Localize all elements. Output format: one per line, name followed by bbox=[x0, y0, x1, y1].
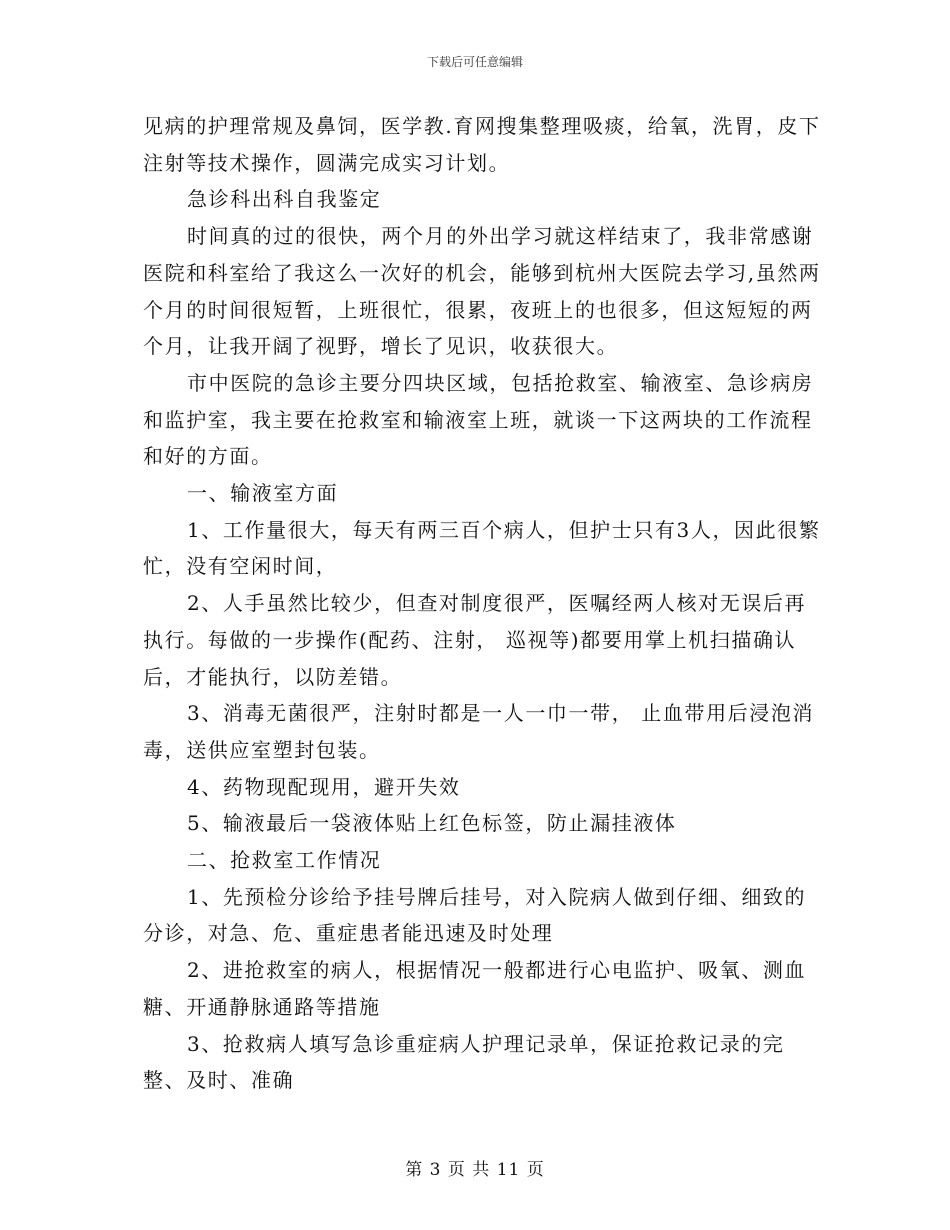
paragraph: 时间真的过的很快，两个月的外出学习就这样结束了，我非常感谢医院和科室给了我这么一次好的机会，能够到杭州大医院去学习,虽然两个月的时间很短暂，上班很忙，很累，夜班上的也很多，但这短短的两个月，让我开阔了视野，增长了见识，收获很大。 bbox=[143, 224, 821, 359]
list-item: 2、进抢救室的病人，根据情况一般都进行心电监护、吸氧、测血糖、开通静脉通路等措施 bbox=[143, 958, 807, 1019]
document-body bbox=[143, 108, 823, 1099]
list-item: 5、输液最后一袋液体贴上红色标签，防止漏挂液体 bbox=[187, 811, 677, 836]
section-heading: 二、抢救室工作情况 bbox=[187, 848, 382, 873]
list-item: 1、工作量很大，每天有两三百个病人，但护士只有3人，因此很繁忙，没有空闲时间， bbox=[143, 517, 821, 579]
list-item: 3、抢救病人填写急诊重症病人护理记录单，保证抢救记录的完整、及时、准确 bbox=[143, 1031, 785, 1093]
section-title: 急诊科出科自我鉴定 bbox=[187, 187, 382, 212]
page-header: 下载后可任意编辑 bbox=[426, 55, 523, 69]
section-heading: 一、输液室方面 bbox=[187, 481, 339, 506]
paragraph: 见病的护理常规及鼻饲，医学教.育网搜集整理吸痰，给氧，洗胃，皮下注射等技术操作，圆满完成实习计划。 bbox=[143, 114, 821, 175]
list-item: 3、消毒无菌很严，注射时都是一人一巾一带， 止血带用后浸泡消毒，送供应室塑封包装。 bbox=[143, 701, 815, 762]
list-item: 1、先预检分诊给予挂号牌后挂号，对入院病人做到仔细、细致的分诊，对急、危、重症患者能迅速及时处理 bbox=[143, 884, 807, 946]
paragraph: 市中医院的急诊主要分四块区域，包括抢救室、输液室、急诊病房和监护室，我主要在抢救室和输液室上班，就谈一下这两块的工作流程和好的方面。 bbox=[143, 370, 814, 469]
list-item: 2、人手虽然比较少，但查对制度很严，医嘱经两人核对无误后再执行。每做的一步操作(配药、注射， 巡视等)都要用掌上机扫描确认后，才能执行，以防差错。 bbox=[143, 591, 807, 689]
list-item: 4、药物现配现用，避开失效 bbox=[187, 774, 461, 799]
page-number: 第 3 页 共 11 页 bbox=[405, 1160, 545, 1180]
